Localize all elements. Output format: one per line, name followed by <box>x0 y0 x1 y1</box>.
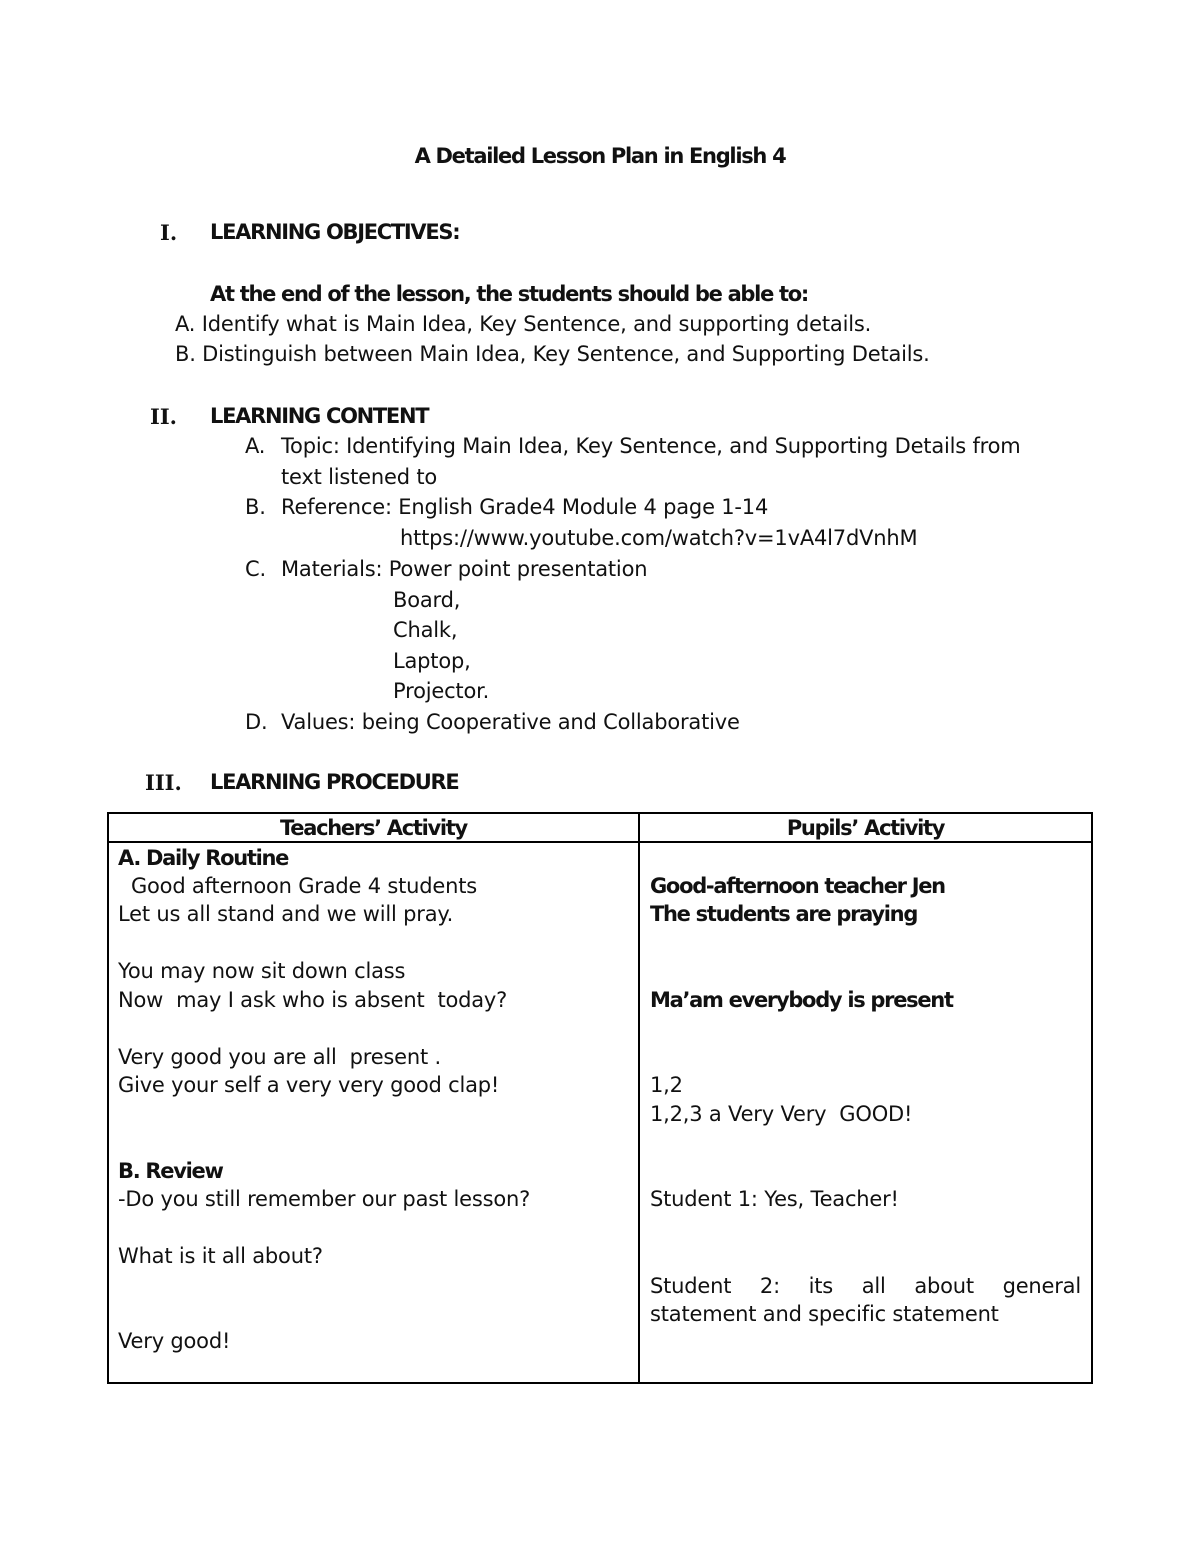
objectives-intro: At the end of the lesson, the students should be able to: <box>210 282 808 306</box>
teacher-remember: -Do you still remember our past lesson? <box>118 1187 531 1211</box>
teacher-clap: Give your self a very very good clap! <box>118 1073 500 1097</box>
teachers-activity-header: Teachers’ Activity <box>280 816 467 840</box>
content-materials: Materials: Power point presentation <box>281 557 648 581</box>
pupil-clap-1: 1,2 <box>650 1073 683 1097</box>
teacher-present: Very good you are all present . <box>118 1045 441 1069</box>
teacher-pray: Let us all stand and we will pray. <box>118 902 454 926</box>
table-header-divider <box>107 841 1093 843</box>
pupil-student-1: Student 1: Yes, Teacher! <box>650 1187 899 1211</box>
content-values-letter: D. <box>245 710 268 734</box>
section-1-numeral: I. <box>160 220 178 245</box>
material-item: Laptop, <box>393 649 471 673</box>
teacher-very-good: Very good! <box>118 1329 231 1353</box>
teacher-absent: Now may I ask who is absent today? <box>118 988 508 1012</box>
content-values: Values: being Cooperative and Collaborative <box>281 710 740 734</box>
pupil-student-2: Student 2: its all about general statement and specific statement <box>650 1274 1081 1326</box>
content-topic-cont: text listened to <box>281 465 438 489</box>
section-1-heading: LEARNING OBJECTIVES: <box>210 220 460 244</box>
pupil-greeting: Good-afternoon teacher Jen <box>650 874 945 898</box>
section-2-numeral: II. <box>150 404 177 429</box>
content-reference-letter: B. <box>245 495 266 519</box>
table-border-left <box>107 812 109 1384</box>
review-heading: B. Review <box>118 1159 223 1183</box>
section-2-heading: LEARNING CONTENT <box>210 404 429 428</box>
procedure-table <box>107 812 1093 1384</box>
section-3-numeral: III. <box>145 770 182 795</box>
material-item: Chalk, <box>393 618 458 642</box>
material-item: Projector. <box>393 679 490 703</box>
objective-b: B. Distinguish between Main Idea, Key Sentence, and Supporting Details. <box>175 342 930 366</box>
content-topic-letter: A. <box>245 434 266 458</box>
table-border-top <box>107 812 1093 814</box>
teacher-sit: You may now sit down class <box>118 959 406 983</box>
content-topic: Topic: Identifying Main Idea, Key Sentence, and Supporting Details from <box>281 434 1021 458</box>
teacher-about: What is it all about? <box>118 1244 323 1268</box>
table-border-bottom <box>107 1382 1093 1384</box>
objective-a: A. Identify what is Main Idea, Key Sentence, and supporting details. <box>175 312 872 336</box>
table-column-divider <box>638 812 640 1384</box>
content-reference: Reference: English Grade4 Module 4 page 1-14 <box>281 495 769 519</box>
pupil-everybody-present: Ma’am everybody is present <box>650 988 953 1012</box>
content-materials-letter: C. <box>245 557 266 581</box>
table-border-right <box>1091 812 1093 1384</box>
daily-routine-heading: A. Daily Routine <box>118 846 289 870</box>
pupil-clap-2: 1,2,3 a Very Very GOOD! <box>650 1102 913 1126</box>
content-reference-url[interactable]: https://www.youtube.com/watch?v=1vA4l7dVnhM <box>400 526 918 550</box>
pupil-praying: The students are praying <box>650 902 918 926</box>
page-title: A Detailed Lesson Plan in English 4 <box>414 144 786 168</box>
pupils-activity-header: Pupils’ Activity <box>786 816 945 840</box>
section-3-heading: LEARNING PROCEDURE <box>210 770 459 794</box>
material-item: Board, <box>393 588 461 612</box>
teacher-greeting: Good afternoon Grade 4 students <box>118 874 477 898</box>
